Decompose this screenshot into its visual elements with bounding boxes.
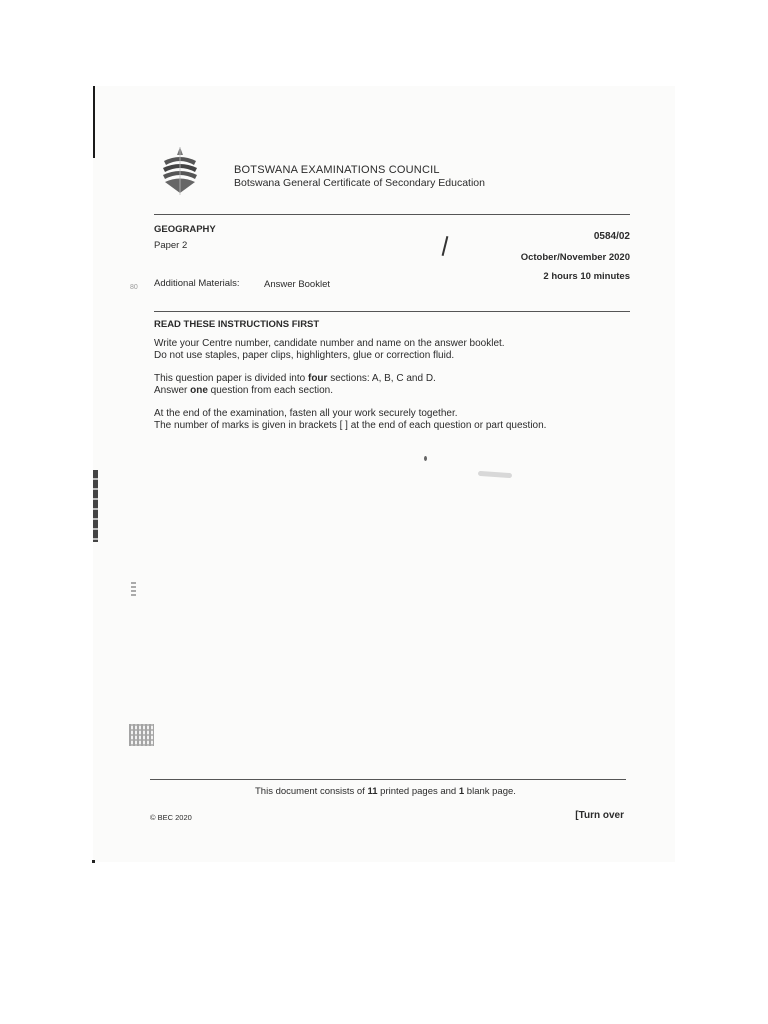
exam-duration: 2 hours 10 minutes: [543, 271, 630, 282]
instructions-paragraph-2: [154, 373, 436, 397]
additional-materials-value: Answer Booklet: [264, 279, 331, 290]
syllabus-code: 0584/02: [593, 231, 630, 242]
copyright-notice: © BEC 2020: [150, 813, 192, 822]
exam-session: October/November 2020: [520, 252, 630, 263]
scanned-page: [93, 86, 675, 862]
instruction-line: The number of marks is given in brackets [ ] at the end of each question or part question.: [154, 420, 547, 431]
barcode-icon: [129, 724, 154, 746]
page-count-note: This document consists of 11 printed pages and 1 blank page.: [255, 786, 516, 797]
header-divider: [154, 214, 630, 215]
scan-edge-dot: [92, 860, 95, 863]
organization-name: BOTSWANA EXAMINATIONS COUNCIL: [234, 164, 440, 176]
details-divider: [154, 311, 630, 312]
ink-speck: [424, 456, 427, 461]
instruction-line: Answer one question from each section.: [154, 385, 333, 396]
margin-tick-marks: [131, 582, 136, 596]
instructions-paragraph-1: [154, 338, 505, 362]
subject-title: GEOGRAPHY: [154, 224, 216, 235]
paper-number: Paper 2: [154, 240, 188, 251]
instruction-line: At the end of the examination, fasten all your work securely together.: [154, 408, 458, 419]
scan-edge-line: [93, 86, 95, 158]
margin-mark: 80: [130, 284, 138, 291]
instruction-line: Write your Centre number, candidate number and name on the answer booklet.: [154, 338, 505, 349]
additional-materials-label: Additional Materials:: [154, 278, 240, 289]
instruction-line: Do not use staples, paper clips, highlighters, glue or correction fluid.: [154, 350, 455, 361]
qualification-name: Botswana General Certificate of Secondary Education: [234, 177, 485, 189]
bec-logo-icon: [160, 147, 200, 195]
instructions-paragraph-3: [154, 408, 546, 432]
instruction-line: This question paper is divided into four sections: A, B, C and D.: [154, 373, 436, 384]
margin-strip: [93, 470, 98, 542]
turn-over-label: [Turn over: [575, 810, 624, 821]
footer-divider: [150, 779, 626, 780]
instructions-heading: READ THESE INSTRUCTIONS FIRST: [154, 319, 320, 330]
